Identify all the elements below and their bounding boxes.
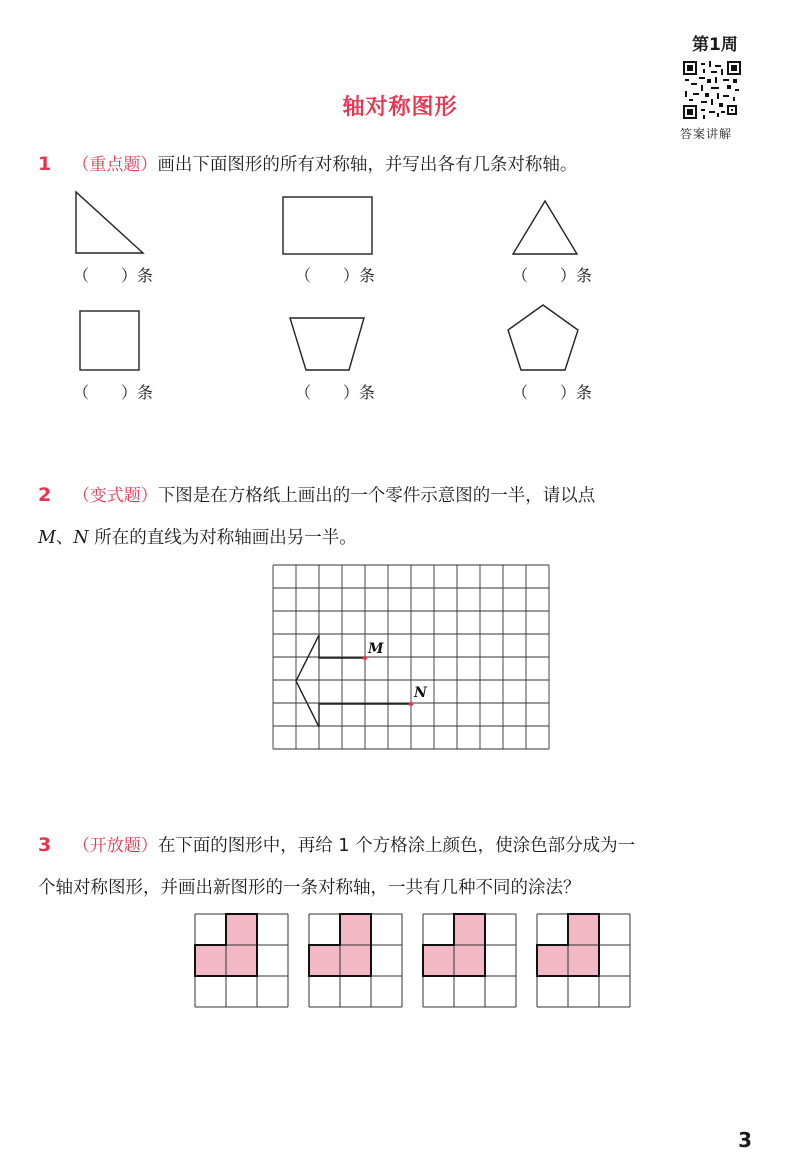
qr-caption: 答案讲解 xyxy=(680,127,733,141)
question-text: 下图是在方格纸上画出的一个零件示意图的一半，请以点 xyxy=(157,486,596,506)
answer-blank[interactable]: （ ）条 xyxy=(73,266,154,285)
answer-blank[interactable]: （ ）条 xyxy=(73,383,154,402)
question-tag: （变式题） xyxy=(72,486,158,506)
point-m-tag: M xyxy=(368,641,384,657)
question-tag: （开放题） xyxy=(72,836,158,856)
shaded-cell xyxy=(568,914,599,945)
shaded-cell xyxy=(195,945,226,976)
point-m-label: M xyxy=(38,528,56,548)
point-m xyxy=(363,656,367,660)
part-half-outline[interactable] xyxy=(296,635,411,727)
option-grid-4[interactable] xyxy=(537,914,631,1012)
answer-blank[interactable]: （ ）条 xyxy=(512,266,593,285)
answer-blank[interactable]: （ ）条 xyxy=(295,266,376,285)
question-text-cont: 个轴对称图形，并画出新图形的一条对称轴，一共有几种不同的涂法？ xyxy=(38,878,581,898)
question-number: 2 xyxy=(38,484,52,506)
rectangle-shape[interactable] xyxy=(283,197,372,254)
option-grid-1[interactable] xyxy=(195,914,289,1012)
shaded-cell xyxy=(340,914,371,945)
point-n-label: N xyxy=(73,528,89,548)
shaded-cell xyxy=(454,945,485,976)
shaded-cell xyxy=(423,945,454,976)
question-2-heading: 2 （变式题）下图是在方格纸上画出的一个零件示意图的一半，请以点 M、N 所在的直线为对称轴画出另一半。 xyxy=(38,484,596,548)
page-title: 轴对称图形 xyxy=(342,95,458,120)
question-3-heading xyxy=(38,826,783,907)
answer-blank[interactable]: （ ）条 xyxy=(512,383,593,402)
question-number: 3 xyxy=(38,834,52,856)
option-grid-3[interactable] xyxy=(423,914,517,1012)
week-label: 第1周 xyxy=(692,35,738,55)
question-tag: （重点题） xyxy=(72,155,158,175)
point-n-tag: N xyxy=(414,685,427,701)
question-text-cont: 所在的直线为对称轴画出另一半。 xyxy=(88,528,357,548)
question-text: 画出下面图形的所有对称轴，并写出各有几条对称轴。 xyxy=(157,155,578,175)
isosceles-triangle-shape[interactable] xyxy=(513,201,577,254)
question-number: 1 xyxy=(38,153,52,175)
page-number: 3 xyxy=(738,1128,752,1152)
answer-blank[interactable]: （ ）条 xyxy=(295,383,376,402)
shaded-cell xyxy=(537,945,568,976)
shaded-cell xyxy=(454,914,485,945)
right-triangle-shape[interactable] xyxy=(76,192,143,253)
pentagon-shape[interactable] xyxy=(508,305,578,370)
shaded-cell xyxy=(226,914,257,945)
option-grid-2[interactable] xyxy=(309,914,403,1012)
question-text: 在下面的图形中，再给 1 个方格涂上颜色，使涂色部分成为一 xyxy=(157,836,636,856)
shaded-cell xyxy=(340,945,371,976)
shaded-cell xyxy=(309,945,340,976)
grid-paper-figure xyxy=(273,565,550,751)
shaded-cell xyxy=(568,945,599,976)
grid-lines xyxy=(273,565,549,749)
shaded-cell xyxy=(226,945,257,976)
point-n xyxy=(409,702,413,706)
square-shape[interactable] xyxy=(80,311,139,370)
trapezoid-shape[interactable] xyxy=(290,318,364,370)
